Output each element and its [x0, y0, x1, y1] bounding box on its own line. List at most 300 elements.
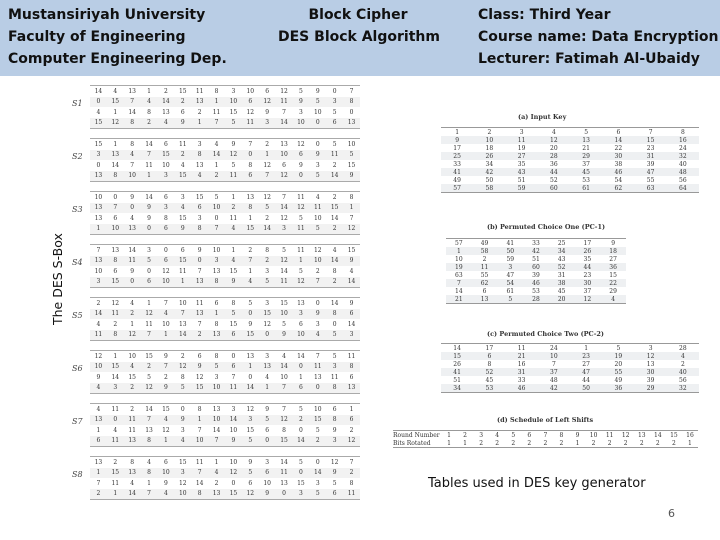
sbox-row: [90, 489, 360, 500]
sbox-cell: 7: [259, 171, 276, 182]
sbox-cell: 11: [229, 214, 238, 222]
sbox-cell: 11: [195, 87, 204, 95]
table-cell: 46: [523, 279, 549, 287]
sbox-cell: 0: [107, 415, 124, 426]
table-cell: 39: [532, 271, 540, 279]
sbox-cell: 13: [208, 330, 225, 341]
sbox-cell: 14: [330, 299, 339, 307]
sbox-cell: 0: [315, 140, 320, 148]
bits-rotated-cell: 2: [655, 439, 660, 447]
sbox-cell: 10: [158, 468, 175, 479]
sbox-cell: 12: [263, 320, 271, 328]
sbox-cell: 1: [113, 352, 118, 360]
sbox-cell: 10: [208, 203, 225, 214]
table-cell: 32: [667, 384, 699, 392]
sbox-cell: 6: [248, 479, 253, 487]
sbox-name: S1: [72, 99, 83, 108]
sbox-cell: 11: [111, 405, 120, 413]
sbox-cell: 14: [326, 256, 343, 267]
sbox-cell: 1: [259, 383, 276, 394]
bits-rotated-cell: 1: [688, 439, 692, 447]
sbox-cell: 3: [242, 415, 259, 426]
table-cell: 30: [575, 279, 601, 287]
sbox-cell: 12: [280, 214, 288, 222]
sbox-cell: 10: [178, 299, 187, 307]
sbox-cell: 7: [282, 108, 286, 116]
sbox-row: [90, 457, 360, 468]
table-cell: 13: [472, 295, 498, 303]
sbox-cell: 7: [276, 383, 293, 394]
table-cell: 9: [611, 239, 616, 247]
sbox-cell: 6: [242, 171, 259, 182]
table-cell: 22: [600, 279, 626, 287]
sbox-cell: 5: [309, 97, 326, 108]
sbox-cell: 12: [111, 299, 120, 307]
sbox-cell: 11: [107, 436, 124, 447]
table-cell: 41: [506, 239, 515, 247]
sbox-cell: 1: [231, 246, 236, 254]
sbox-cell: 2: [343, 468, 360, 479]
sbox-4: [68, 244, 368, 288]
sbox-cell: 0: [248, 373, 253, 381]
table-cell: 29: [635, 384, 667, 392]
sbox-cell: 14: [124, 489, 141, 500]
sbox-cell: 6: [326, 118, 343, 129]
table-cell: 51: [532, 255, 540, 263]
sbox-cell: 9: [248, 320, 253, 328]
faculty-name: Faculty of Engineering: [8, 29, 186, 45]
sbox-name: S4: [72, 258, 83, 267]
figure-caption: Tables used in DES key generator: [428, 476, 646, 491]
sbox-cell: 2: [130, 405, 135, 413]
sbox-cell: 2: [208, 171, 225, 182]
sbox-row: [90, 415, 360, 426]
table-cell: 42: [523, 247, 549, 255]
sbox-cell: 14: [326, 171, 343, 182]
sbox-cell: 3: [293, 309, 310, 320]
sbox-row: [90, 97, 360, 108]
sbox-cell: 14: [276, 118, 293, 129]
sbox-cell: 12: [141, 383, 158, 394]
sbox-cell: 0: [191, 256, 208, 267]
sbox-cell: 8: [164, 214, 168, 222]
table-cell: 4: [600, 295, 626, 303]
sbox-cell: 13: [107, 150, 124, 161]
sbox-cell: 15: [174, 256, 191, 267]
bits-rotated-cell: 2: [607, 439, 612, 447]
sbox-cell: 2: [164, 373, 168, 381]
sbox-cell: 12: [124, 330, 141, 341]
sbox-cell: 7: [309, 277, 326, 288]
table-cell: 63: [455, 271, 463, 279]
sbox-cell: 3: [90, 277, 107, 288]
table-cell: 58: [473, 184, 505, 192]
sbox-cell: 6: [197, 352, 202, 360]
sbox-cell: 5: [309, 171, 326, 182]
sbox-row: [90, 245, 360, 256]
table-cell: 11: [506, 136, 538, 144]
round-number-cell: 14: [654, 431, 662, 439]
table-cell: 60: [523, 263, 549, 271]
sbox-cell: 6: [113, 267, 118, 275]
table-cell: 61: [570, 184, 602, 192]
table-cell: 36: [600, 263, 626, 271]
table-cell: 33: [532, 239, 540, 247]
sbox-cell: 0: [332, 87, 337, 95]
sbox-cell: 13: [313, 373, 322, 381]
sbox-cell: 12: [293, 277, 310, 288]
sbox-cell: 10: [246, 87, 255, 95]
sbox-cell: 1: [90, 468, 107, 479]
sbox-row: [90, 351, 360, 362]
sbox-cell: 10: [128, 352, 136, 360]
sbox-cell: 4: [158, 489, 175, 500]
sbox-cell: 1: [141, 171, 158, 182]
sbox-cell: 15: [229, 267, 238, 275]
sbox-cell: 15: [225, 489, 242, 500]
sbox-cell: 8: [141, 436, 158, 447]
table-cell: 45: [485, 376, 494, 384]
sbox-cell: 9: [259, 489, 276, 500]
round-number-cell: 10: [589, 431, 598, 439]
sbox-cell: 3: [180, 426, 185, 434]
sbox-cell: 5: [299, 214, 303, 222]
table-cell: 64: [667, 184, 699, 192]
sbox-cell: 12: [178, 479, 187, 487]
sbox-cell: 6: [265, 87, 270, 95]
sbox-cell: 11: [195, 458, 204, 466]
table-cell: 12: [635, 352, 667, 360]
sbox-cell: 1: [90, 224, 107, 235]
sbox-cell: 10: [347, 140, 356, 148]
input-key-caption: (a) Input Key: [518, 113, 567, 121]
sbox-cell: 7: [197, 320, 202, 328]
round-number-cell: 9: [575, 431, 580, 439]
table-cell: 44: [575, 263, 601, 271]
sbox-cell: 6: [164, 193, 168, 201]
sbox-cell: 1: [107, 489, 124, 500]
sbox-cell: 5: [282, 320, 286, 328]
sbox-cell: 8: [208, 277, 225, 288]
sbox-cell: 7: [164, 299, 168, 307]
sbox-cell: 9: [326, 468, 343, 479]
table-cell: 2: [487, 128, 492, 136]
sbox-cell: 11: [111, 479, 120, 487]
sbox-cell: 10: [162, 161, 170, 169]
sbox-cell: 12: [162, 267, 170, 275]
sbox-cell: 8: [248, 161, 253, 169]
table-cell: 47: [635, 168, 667, 176]
sbox-cell: 12: [263, 193, 271, 201]
table-cell: 45: [557, 287, 566, 295]
sbox-cell: 7: [248, 140, 253, 148]
table-row: [441, 184, 699, 192]
sbox-cell: 5: [225, 118, 242, 129]
table-row: [441, 352, 699, 360]
sbox-cell: 12: [276, 415, 293, 426]
table-cell: 1: [455, 128, 460, 136]
sbox-cell: 14: [225, 415, 242, 426]
sbox-cell: 14: [212, 426, 221, 434]
sbox-cell: 9: [225, 436, 242, 447]
sbox-cell: 13: [246, 352, 255, 360]
bits-rotated-cell: 2: [511, 439, 516, 447]
sbox-cell: 15: [297, 479, 305, 487]
table-cell: 36: [550, 160, 558, 168]
table-cell: 34: [485, 160, 494, 168]
table-cell: 37: [582, 160, 590, 168]
sbox-cell: 8: [147, 108, 151, 116]
table-cell: 53: [582, 176, 590, 184]
table-cell: 29: [609, 287, 617, 295]
table-cell: 14: [455, 287, 463, 295]
sbox-cell: 13: [280, 140, 288, 148]
sbox-cell: 0: [124, 203, 141, 214]
sbox-cell: 4: [265, 373, 270, 381]
sbox-cell: 10: [90, 362, 107, 373]
sbox-cell: 9: [343, 256, 360, 267]
table-cell: 31: [506, 368, 538, 376]
sbox-cell: 11: [242, 118, 259, 129]
sbox-cell: 10: [313, 108, 322, 116]
sbox-3: [68, 191, 368, 235]
sbox-cell: 10: [174, 489, 191, 500]
sbox-cell: 12: [343, 224, 360, 235]
sbox-cell: 10: [313, 405, 322, 413]
sbox-cell: 1: [214, 161, 219, 169]
sbox-cell: 6: [225, 362, 242, 373]
pc2-caption: (c) Permuted Choice Two (PC-2): [487, 330, 605, 338]
sbox-cell: 10: [225, 97, 242, 108]
round-number-label: Round Number: [393, 431, 440, 439]
table-cell: 38: [549, 279, 575, 287]
sbox-cell: 12: [94, 352, 103, 360]
table-cell: 55: [602, 368, 634, 376]
table-cell: 35: [583, 255, 592, 263]
sbox-tables-panel: [68, 85, 368, 507]
sbox-cell: 15: [178, 458, 187, 466]
sbox-cell: 6: [242, 97, 259, 108]
table-cell: 19: [602, 352, 634, 360]
bits-rotated-row: [393, 439, 698, 447]
sbox-cell: 15: [309, 415, 326, 426]
sbox-cell: 7: [141, 415, 158, 426]
table-cell: 6: [616, 128, 621, 136]
sbox-row: [90, 171, 360, 182]
sbox-cell: 2: [90, 489, 107, 500]
sbox-name: S5: [72, 311, 83, 320]
sbox-cell: 8: [282, 426, 286, 434]
sbox-cell: 10: [313, 214, 322, 222]
sbox-cell: 5: [332, 140, 337, 148]
table-cell: 6: [473, 352, 505, 360]
table-cell: 7: [648, 128, 653, 136]
sbox-cell: 5: [315, 426, 320, 434]
sbox-row: [90, 404, 360, 415]
sbox-cell: 15: [242, 224, 259, 235]
sbox-cell: 4: [349, 267, 354, 275]
table-cell: 40: [667, 368, 699, 376]
table-cell: 2: [482, 255, 487, 263]
topic-info: [278, 4, 438, 48]
sbox-row: [90, 425, 360, 436]
sbox-cell: 4: [130, 214, 135, 222]
sbox-cell: 3: [259, 118, 276, 129]
department-name: Computer Engineering Dep.: [8, 51, 227, 67]
sbox-cell: 1: [248, 214, 253, 222]
sbox-cell: 0: [293, 468, 310, 479]
table-cell: 56: [679, 176, 687, 184]
sbox-cell: 8: [130, 140, 135, 148]
sbox-cell: 11: [128, 426, 136, 434]
sbox-cell: 12: [225, 150, 242, 161]
sbox-cell: 0: [315, 299, 320, 307]
topic-title: Block Cipher: [308, 7, 408, 23]
sbox-cell: 7: [349, 458, 354, 466]
table-row: [441, 136, 699, 144]
table-cell: 33: [453, 160, 461, 168]
sbox-cell: 11: [309, 203, 326, 214]
table-cell: 30: [602, 152, 634, 160]
sbox-cell: 0: [315, 458, 320, 466]
sbox-row: [90, 203, 360, 214]
sbox-cell: 11: [145, 320, 153, 328]
sbox-cell: 9: [248, 458, 253, 466]
sbox-cell: 2: [174, 97, 191, 108]
table-cell: 23: [570, 352, 602, 360]
sbox-2: [68, 138, 368, 182]
table-row: [446, 263, 626, 271]
sbox-cell: 8: [107, 330, 124, 341]
table-cell: 42: [473, 168, 505, 176]
sbox-cell: 1: [113, 108, 118, 116]
sbox-row: [90, 383, 360, 394]
sbox-cell: 7: [96, 479, 101, 487]
table-cell: 54: [497, 279, 523, 287]
sbox-cell: 7: [208, 118, 225, 129]
sbox-cell: 2: [174, 150, 191, 161]
sbox-cell: 7: [315, 352, 320, 360]
sbox-cell: 15: [128, 373, 136, 381]
sbox-cell: 3: [197, 214, 202, 222]
table-cell: 32: [667, 152, 699, 160]
sbox-cell: 6: [164, 140, 168, 148]
sbox-cell: 6: [158, 256, 175, 267]
sbox-cell: 10: [162, 320, 170, 328]
sbox-cell: 9: [349, 299, 354, 307]
table-cell: 44: [582, 376, 590, 384]
table-cell: 53: [532, 287, 540, 295]
sbox-cell: 13: [90, 171, 107, 182]
sbox-cell: 4: [124, 362, 141, 373]
sbox-cell: 3: [315, 320, 320, 328]
sbox-cell: 12: [195, 373, 204, 381]
sbox-cell: 9: [225, 277, 242, 288]
sbox-cell: 12: [259, 97, 276, 108]
sbox-cell: 1: [191, 118, 208, 129]
round-number-cell: 11: [605, 431, 614, 439]
sbox-cell: 8: [124, 118, 141, 129]
table-cell: 52: [549, 263, 575, 271]
table-cell: 24: [550, 344, 558, 352]
sbox-cell: 8: [141, 468, 158, 479]
table-cell: 53: [473, 384, 505, 392]
sbox-cell: 3: [315, 161, 320, 169]
sbox-side-label: The DES S-Box: [50, 233, 65, 325]
sbox-cell: 15: [162, 405, 170, 413]
sbox-cell: 10: [293, 330, 310, 341]
sbox-cell: 0: [96, 161, 101, 169]
table-cell: 15: [441, 352, 473, 360]
sbox-cell: 1: [191, 415, 208, 426]
sbox-cell: 5: [299, 267, 303, 275]
table-row: [441, 344, 699, 352]
sbox-cell: 15: [107, 468, 124, 479]
sbox-cell: 0: [180, 405, 185, 413]
sbox-cell: 1: [147, 479, 151, 487]
table-cell: 22: [614, 144, 623, 152]
table-cell: 28: [523, 295, 549, 303]
sbox-cell: 6: [332, 405, 337, 413]
sbox-cell: 12: [330, 458, 339, 466]
table-cell: 58: [472, 247, 498, 255]
table-cell: 48: [550, 376, 558, 384]
table-cell: 62: [472, 279, 498, 287]
sbox-cell: 4: [315, 193, 320, 201]
round-number-cell: 15: [670, 431, 678, 439]
sbox-cell: 10: [276, 309, 293, 320]
sbox-6: [68, 350, 368, 394]
sbox-cell: 3: [208, 256, 225, 267]
table-cell: 7: [551, 360, 556, 368]
sbox-cell: 7: [141, 150, 158, 161]
table-cell: 17: [583, 239, 592, 247]
sbox-cell: 5: [299, 458, 303, 466]
sbox-cell: 0: [231, 479, 236, 487]
table-row: [441, 144, 699, 152]
sbox-cell: 13: [90, 415, 107, 426]
sbox-cell: 9: [265, 405, 270, 413]
sbox-cell: 6: [282, 161, 286, 169]
sbox-cell: 8: [214, 352, 219, 360]
sbox-cell: 6: [90, 436, 107, 447]
sbox-7: [68, 403, 368, 447]
table-cell: 21: [582, 144, 590, 152]
table-cell: 46: [602, 168, 634, 176]
sbox-cell: 13: [178, 320, 187, 328]
sbox-cell: 2: [326, 277, 343, 288]
table-cell: 45: [570, 168, 602, 176]
sbox-row: [90, 213, 360, 224]
table-cell: 21: [446, 295, 472, 303]
table-cell: 41: [441, 368, 473, 376]
sbox-cell: 11: [225, 171, 242, 182]
sbox-cell: 5: [231, 161, 236, 169]
sbox-name: S3: [72, 205, 83, 214]
sbox-cell: 14: [276, 362, 293, 373]
sbox-cell: 12: [246, 108, 255, 116]
sbox-cell: 4: [124, 150, 141, 161]
sbox-cell: 14: [145, 140, 153, 148]
sbox-cell: 0: [276, 489, 293, 500]
sbox-cell: 13: [208, 489, 225, 500]
sbox-cell: 7: [282, 193, 286, 201]
sbox-cell: 3: [231, 87, 236, 95]
sbox-cell: 2: [265, 140, 270, 148]
sbox-cell: 7: [130, 161, 135, 169]
table-cell: 49: [614, 376, 623, 384]
table-cell: 8: [680, 128, 685, 136]
